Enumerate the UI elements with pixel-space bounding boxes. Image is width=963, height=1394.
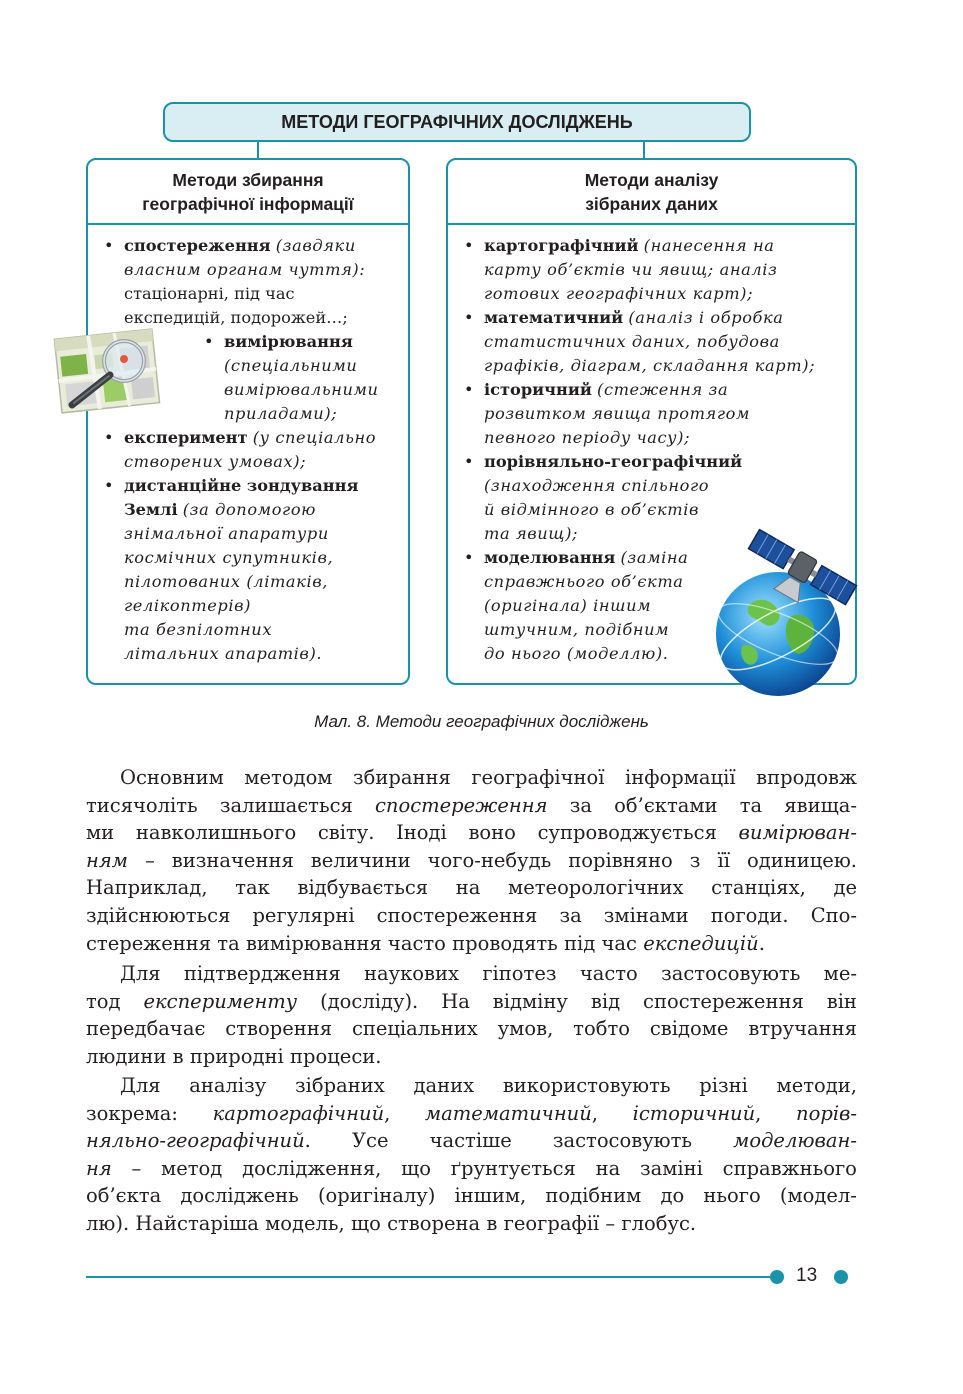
word: до	[660, 1184, 685, 1208]
word: що	[401, 1156, 431, 1180]
word: одиницею.	[747, 848, 857, 872]
list-item	[102, 234, 402, 330]
panel-heading	[88, 160, 408, 223]
item-line	[124, 258, 402, 282]
word: час	[601, 931, 637, 955]
text-line	[86, 1043, 857, 1071]
method-description: гелікоптерів)	[124, 596, 252, 615]
footer-rule	[86, 1276, 770, 1278]
word: в	[172, 1044, 184, 1068]
method-name: історичний	[484, 380, 592, 399]
word: Основним	[120, 766, 224, 789]
word: відбувається	[297, 876, 429, 900]
word: Для	[120, 962, 161, 985]
item-line	[124, 642, 402, 666]
page-number: 13	[796, 1265, 818, 1286]
method-description: й відмінного в об’єктів	[484, 500, 699, 519]
word: явища-	[784, 793, 857, 817]
word: ми	[86, 821, 115, 845]
word: процеси.	[290, 1044, 382, 1068]
word: він	[826, 989, 857, 1013]
heading-line: Методи збирання	[172, 169, 324, 190]
word: іншим,	[454, 1184, 527, 1208]
word: Усе	[351, 1129, 389, 1153]
word: географії	[503, 1211, 600, 1235]
bullet: •	[464, 380, 474, 399]
word: порівняно	[568, 848, 673, 872]
item-line	[484, 426, 852, 450]
word: наукових	[364, 962, 460, 985]
word: нього	[703, 1184, 761, 1208]
method-description: статистичних даних, побудова	[484, 332, 780, 351]
method-description: справжнього об’єкта	[484, 572, 684, 591]
word: та	[739, 793, 763, 817]
word: навколишнього	[135, 821, 297, 845]
word: змінами	[603, 903, 689, 927]
item-line	[484, 402, 852, 426]
word: математичний,	[425, 1101, 598, 1125]
word: –	[605, 1211, 616, 1235]
divider	[448, 223, 855, 225]
method-name: спостереження	[124, 236, 271, 255]
bullet: •	[464, 548, 474, 567]
method-description: приладами);	[224, 404, 338, 423]
item-plain-line: стаціонарні, під час	[124, 284, 295, 303]
method-list	[102, 234, 402, 666]
method-description: знімальної апаратури	[124, 524, 329, 543]
word: спеціальних	[351, 1017, 478, 1041]
list-item	[102, 426, 402, 474]
method-description: (спеціальними	[224, 356, 358, 375]
word: спостереження	[376, 903, 538, 927]
word: природні	[189, 1044, 284, 1068]
item-first-line	[484, 450, 852, 498]
word: лю).	[86, 1211, 130, 1235]
bullet: •	[464, 452, 474, 471]
word: історичний,	[632, 1101, 762, 1125]
paragraph-analysis	[86, 1072, 857, 1238]
heading-line: Методи аналізу	[584, 169, 719, 190]
word: Для	[120, 1074, 161, 1097]
word: з	[689, 848, 701, 872]
item-line	[484, 282, 852, 306]
text-line	[86, 764, 857, 792]
word: методом	[244, 766, 333, 789]
method-description: (за допомогою	[182, 500, 317, 519]
word: різні	[699, 1074, 748, 1097]
method-description: пілотованих (літаків,	[124, 572, 328, 591]
word: Найстаріша	[135, 1211, 259, 1235]
bullet: •	[104, 236, 114, 255]
word: під	[564, 931, 596, 955]
method-name: моделювання	[484, 548, 616, 567]
word: використовують	[502, 1074, 671, 1097]
word: метеорологічних	[508, 876, 684, 900]
word: так	[235, 876, 270, 900]
method-name: Землі	[124, 500, 178, 519]
method-description: власним органам чуття):	[124, 260, 366, 279]
word: Спо-	[810, 903, 857, 927]
method-description: (нанесення на	[643, 236, 775, 255]
method-description: (завдяки	[275, 236, 356, 255]
method-name: картографічний	[484, 236, 639, 255]
text-line	[86, 874, 857, 902]
word: ме-	[823, 962, 857, 985]
item-line	[124, 450, 402, 474]
text-line	[86, 960, 857, 988]
word: світу.	[317, 821, 375, 845]
paragraph-experiment	[86, 960, 857, 1070]
word: проводять	[452, 931, 558, 955]
word: від	[590, 989, 621, 1013]
word: тисячоліть	[86, 793, 198, 817]
word: її	[717, 848, 730, 872]
heading-line: зібраних даних	[585, 193, 718, 214]
figure-caption: Мал. 8. Методи географічних досліджень	[314, 712, 649, 731]
method-description: графіків, діаграм, складання карт);	[484, 356, 816, 375]
text-line	[86, 1015, 857, 1043]
title-connector-left	[257, 142, 259, 158]
word: картографічний,	[212, 1101, 391, 1125]
text-line	[86, 1072, 857, 1100]
method-description: космічних супутників,	[124, 548, 334, 567]
method-description: та безпілотних	[124, 620, 273, 639]
word: та	[217, 931, 240, 955]
diagram-title: МЕТОДИ ГЕОГРАФІЧНИХ ДОСЛІДЖЕНЬ	[163, 102, 751, 142]
word: зібраних	[295, 1074, 385, 1097]
item-first-line	[484, 306, 852, 330]
item-first-line	[484, 234, 852, 258]
word: подібним	[545, 1184, 642, 1208]
text-line	[86, 1127, 857, 1155]
text-line	[86, 902, 857, 930]
item-line	[224, 378, 402, 402]
method-description: вимірювальними	[224, 380, 379, 399]
word: няльно-географічний.	[86, 1129, 311, 1153]
word: експерименту	[143, 989, 298, 1013]
word: залишається	[219, 793, 353, 817]
method-name: вимірювання	[224, 332, 353, 351]
bullet: •	[204, 332, 214, 351]
word: ням	[86, 848, 128, 872]
word: (оригіналу)	[317, 1184, 436, 1208]
word: модель,	[265, 1211, 345, 1235]
method-description: певного періоду часу);	[484, 428, 691, 447]
word: метод	[161, 1156, 223, 1180]
word: об’єкта	[86, 1184, 162, 1208]
word: (досліду).	[320, 989, 419, 1013]
item-first-line	[124, 474, 402, 498]
list-item	[462, 378, 852, 450]
item-line	[484, 498, 852, 522]
item-line	[124, 618, 402, 642]
panel-heading	[448, 160, 855, 223]
word: людини	[86, 1044, 167, 1068]
method-name: експеримент	[124, 428, 248, 447]
method-name: математичний	[484, 308, 624, 327]
method-description: готових географічних карт);	[484, 284, 754, 303]
word: втручання	[748, 1017, 857, 1041]
word: даних	[413, 1074, 475, 1097]
method-description: (стеження за	[597, 380, 729, 399]
word: часто	[387, 931, 446, 955]
word: супроводжується	[537, 821, 717, 845]
word: погоди.	[710, 903, 789, 927]
method-description: розвитком явища протягом	[484, 404, 751, 423]
word: географічної	[471, 766, 605, 789]
word: здійснюються	[86, 903, 231, 927]
word: аналізу	[189, 1074, 267, 1097]
word: створення	[225, 1017, 333, 1041]
text-line	[86, 847, 857, 875]
word: частіше	[429, 1129, 512, 1153]
list-item	[462, 306, 852, 378]
word: глобус.	[621, 1211, 697, 1235]
text-line	[86, 819, 857, 847]
word: (модел-	[779, 1184, 857, 1208]
word: за	[569, 793, 592, 817]
word: воно	[468, 821, 516, 845]
item-line	[224, 402, 402, 426]
word: впродовж	[756, 766, 857, 789]
word: заміні	[639, 1156, 703, 1180]
word: станціях,	[711, 876, 806, 900]
method-description: створених умовах);	[124, 452, 307, 471]
method-description: штучним, подібним	[484, 620, 670, 639]
word: вимірювання	[245, 931, 382, 955]
word: інформації	[625, 766, 736, 789]
word: зокрема:	[86, 1101, 178, 1125]
text-line	[86, 1182, 857, 1210]
text-line	[86, 792, 857, 820]
word: відміну	[492, 989, 568, 1013]
word: умов,	[497, 1017, 554, 1041]
word: регулярні	[252, 903, 355, 927]
method-description: (у спеціально	[252, 428, 377, 447]
word: порів-	[796, 1101, 857, 1125]
method-name: порівняльно-географічний	[484, 452, 743, 471]
word: чого-небудь	[427, 848, 552, 872]
list-item	[202, 330, 402, 426]
text-line	[86, 1100, 857, 1128]
word: що	[350, 1211, 381, 1235]
method-description: літальних апаратів).	[124, 644, 323, 663]
item-first-line	[124, 426, 402, 450]
method-description: (знаходження спільного	[484, 476, 710, 495]
item-first-line	[224, 330, 402, 378]
item-line	[124, 570, 402, 594]
word: де	[833, 876, 857, 900]
word: передбачає	[86, 1017, 206, 1041]
method-name: дистанційне зондування	[124, 476, 359, 495]
item-line	[124, 594, 402, 618]
word: підтвердження	[183, 962, 341, 985]
item-line	[124, 498, 402, 522]
word: свідоме	[649, 1017, 729, 1041]
item-line	[484, 330, 852, 354]
map-magnifier-icon	[52, 325, 180, 417]
item-line	[124, 522, 402, 546]
word: за	[559, 903, 582, 927]
method-description: до нього (моделлю).	[484, 644, 669, 663]
method-description: (оригінала) іншим	[484, 596, 652, 615]
word: експедицій.	[643, 931, 765, 955]
heading-line: географічної інформації	[142, 193, 354, 214]
word: –	[144, 848, 155, 872]
word: створена	[387, 1211, 481, 1235]
word: гіпотез	[482, 962, 557, 985]
word: –	[131, 1156, 142, 1180]
word: застосовують	[552, 1129, 693, 1153]
word: справжнього	[722, 1156, 857, 1180]
text-line	[86, 1155, 857, 1183]
title-connector-right	[643, 142, 645, 158]
list-item	[102, 474, 402, 666]
word: збирання	[353, 766, 451, 789]
bullet: •	[104, 476, 114, 495]
item-line	[124, 546, 402, 570]
item-first-line	[124, 234, 402, 258]
word: моделюван-	[733, 1129, 857, 1153]
word: визначення	[171, 848, 294, 872]
word: величини	[310, 848, 411, 872]
word: вимірюван-	[738, 821, 857, 845]
paragraph-observation	[86, 764, 857, 957]
word: методи,	[776, 1074, 857, 1097]
method-description: (заміна	[620, 548, 689, 567]
word: ґрунтується	[450, 1156, 576, 1180]
text-line	[86, 930, 857, 958]
footer-dot-right	[834, 1270, 848, 1284]
divider	[88, 223, 408, 225]
item-line	[484, 258, 852, 282]
list-item	[462, 234, 852, 306]
bullet: •	[464, 308, 474, 327]
word: Іноді	[396, 821, 447, 845]
word: Наприклад,	[86, 876, 208, 900]
word: тобто	[573, 1017, 630, 1041]
method-description: та явищ);	[484, 524, 579, 543]
word: застосовують	[661, 962, 801, 985]
word: ня	[86, 1156, 112, 1180]
word: тод	[86, 989, 121, 1013]
item-line	[484, 354, 852, 378]
word: досліджень	[180, 1184, 299, 1208]
item-first-line	[484, 378, 852, 402]
word: на	[455, 876, 481, 900]
bullet: •	[104, 428, 114, 447]
satellite-globe-icon	[712, 520, 862, 700]
panel-collect-methods	[86, 158, 410, 685]
word: в	[486, 1211, 498, 1235]
method-description: карту об’єктів чи явищ; аналіз	[484, 260, 778, 279]
footer-dot-left	[770, 1270, 784, 1284]
word: об’єктами	[614, 793, 718, 817]
word: На	[441, 989, 470, 1013]
word: дослідження,	[242, 1156, 382, 1180]
item-plain-line: експедицій, подорожей…;	[124, 308, 348, 327]
bullet: •	[464, 236, 474, 255]
text-line	[86, 988, 857, 1016]
text-line	[86, 1210, 857, 1238]
word: часто	[579, 962, 638, 985]
word: спостереження	[643, 989, 804, 1013]
word: на	[595, 1156, 621, 1180]
method-description: (аналіз і обробка	[628, 308, 784, 327]
word: стереження	[86, 931, 212, 955]
word: спостереження	[375, 793, 548, 817]
